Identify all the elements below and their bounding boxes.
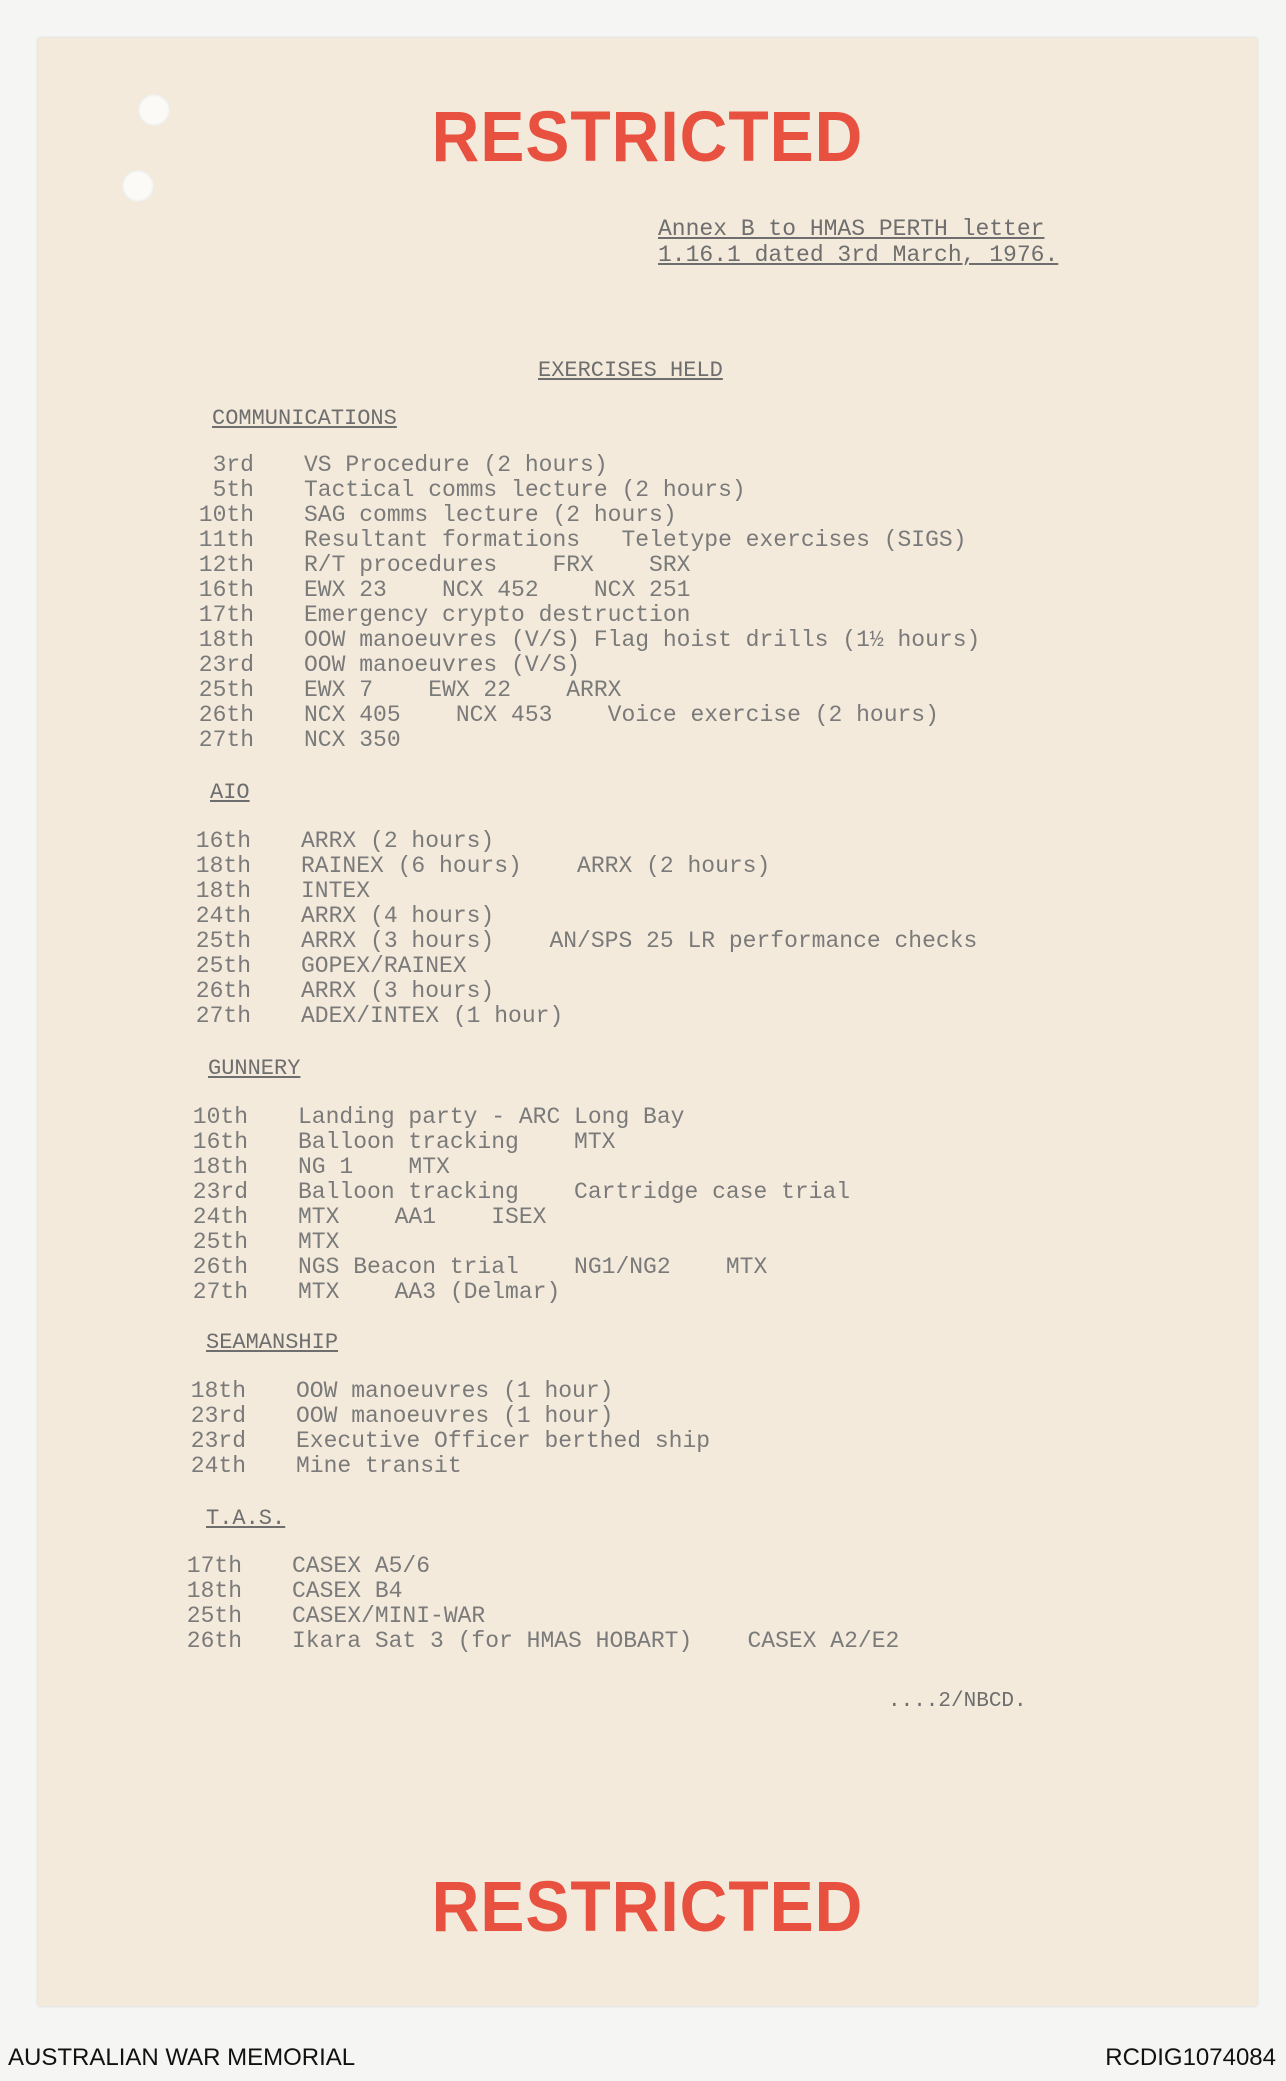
row-day: 23rd [192,1178,248,1205]
row-text: Tactical comms lecture (2 hours) [304,476,746,503]
section-seamanship [170,1378,710,1478]
section-title-seamanship: SEAMANSHIP [206,1330,339,1355]
list-item [172,1204,850,1229]
row-day: 27th [195,1002,251,1029]
list-item [170,1378,710,1403]
row-day: 24th [190,1452,246,1479]
list-item [178,527,980,552]
list-item [172,1179,850,1204]
section-gunnery [172,1104,850,1304]
row-text: MTX [298,1228,340,1255]
row-text: VS Procedure (2 hours) [304,451,608,478]
list-item [172,1154,850,1179]
list-item [178,627,980,652]
row-text: NCX 405 NCX 453 Voice exercise (2 hours) [304,701,939,728]
row-text: EWX 23 NCX 452 NCX 251 [304,576,691,603]
row-day: 18th [192,1153,248,1180]
row-text: MTX AA3 (Delmar) [298,1278,561,1305]
list-item [166,1628,899,1653]
list-item [172,1229,850,1254]
list-item [178,727,980,752]
annex-line-1: Annex B to HMAS PERTH letter [658,216,1045,242]
row-day: 17th [186,1552,242,1579]
list-item [178,602,980,627]
row-text: CASEX B4 [292,1577,403,1604]
row-day: 27th [192,1278,248,1305]
row-day: 25th [186,1602,242,1629]
row-text: CASEX A5/6 [292,1552,431,1579]
row-day: 12th [198,551,254,578]
row-text: ADEX/INTEX (1 hour) [301,1002,564,1029]
archive-credit: AUSTRALIAN WAR MEMORIAL [8,2044,356,2071]
row-text: ARRX (3 hours) [301,977,495,1004]
row-day: 27th [198,726,254,753]
row-text: NG 1 MTX [298,1153,450,1180]
list-item [166,1553,899,1578]
list-item [178,477,980,502]
row-text: RAINEX (6 hours) ARRX (2 hours) [301,852,771,879]
row-text: R/T procedures FRX SRX [304,551,691,578]
row-text: Ikara Sat 3 (for HMAS HOBART) CASEX A2/E2 [292,1627,900,1654]
row-text: Mine transit [296,1452,462,1479]
row-text: EWX 7 EWX 22 ARRX [304,676,622,703]
row-day: 25th [195,952,251,979]
list-item [175,953,977,978]
list-item [172,1104,850,1129]
continuation-reference: ....2/NBCD. [888,1690,1027,1713]
list-item [178,677,980,702]
row-text: NCX 350 [304,726,401,753]
row-day: 16th [198,576,254,603]
row-day: 18th [195,852,251,879]
page-title: EXERCISES HELD [538,358,723,383]
row-text: SAG comms lecture (2 hours) [304,501,677,528]
list-item [178,702,980,727]
list-item [175,978,977,1003]
row-text: Emergency crypto destruction [304,601,691,628]
section-tas [166,1553,899,1653]
row-day: 16th [192,1128,248,1155]
row-text: OOW manoeuvres (V/S) [304,651,581,678]
document-page [38,38,1257,2006]
row-day: 18th [198,626,254,653]
row-day: 18th [190,1377,246,1404]
restricted-stamp-top: RESTRICTED [431,96,864,176]
row-text: OOW manoeuvres (1 hour) [296,1377,614,1404]
row-day: 26th [195,977,251,1004]
row-day: 18th [195,877,251,904]
list-item [170,1403,710,1428]
row-day: 26th [192,1253,248,1280]
list-item [170,1428,710,1453]
row-day: 26th [198,701,254,728]
row-text: INTEX [301,877,371,904]
row-day: 25th [195,927,251,954]
row-day: 26th [186,1627,242,1654]
section-title-aio: AIO [210,780,250,805]
list-item [172,1129,850,1154]
row-day: 3rd [212,451,254,478]
list-item [166,1578,899,1603]
list-item [178,652,980,677]
row-day: 24th [195,902,251,929]
row-day: 16th [195,827,251,854]
list-item [172,1279,850,1304]
row-text: CASEX/MINI-WAR [292,1602,486,1629]
row-text: OOW manoeuvres (V/S) Flag hoist drills (1½ hours) [304,626,981,653]
section-title-communications: COMMUNICATIONS [212,406,397,431]
row-day: 23rd [190,1402,246,1429]
row-text: GOPEX/RAINEX [301,952,467,979]
row-day: 17th [198,601,254,628]
row-text: Balloon tracking Cartridge case trial [298,1178,851,1205]
annex-line-2: 1.16.1 dated 3rd March, 1976. [658,242,1059,268]
row-text: Landing party - ARC Long Bay [298,1103,685,1130]
list-item [175,853,977,878]
row-text: Executive Officer berthed ship [296,1427,711,1454]
list-item [166,1603,899,1628]
row-text: Balloon tracking MTX [298,1128,616,1155]
annex-reference [658,216,1058,268]
list-item [178,452,980,477]
list-item [178,502,980,527]
list-item [175,828,977,853]
row-day: 11th [198,526,254,553]
list-item [175,903,977,928]
list-item [178,552,980,577]
archive-id: RCDIG1074084 [1105,2044,1276,2071]
list-item [178,577,980,602]
row-day: 10th [198,501,254,528]
row-day: 23rd [198,651,254,678]
row-day: 23rd [190,1427,246,1454]
row-text: OOW manoeuvres (1 hour) [296,1402,614,1429]
row-day: 10th [192,1103,248,1130]
row-text: Resultant formations Teletype exercises (SIGS) [304,526,967,553]
section-aio [175,828,977,1028]
restricted-stamp-bottom: RESTRICTED [431,1866,864,1946]
section-communications [178,452,980,752]
list-item [170,1453,710,1478]
row-text: ARRX (4 hours) [301,902,495,929]
row-text: ARRX (2 hours) [301,827,495,854]
row-day: 24th [192,1203,248,1230]
section-title-tas: T.A.S. [206,1506,286,1531]
row-text: NGS Beacon trial NG1/NG2 MTX [298,1253,768,1280]
list-item [175,928,977,953]
row-text: ARRX (3 hours) AN/SPS 25 LR performance checks [301,927,978,954]
row-text: MTX AA1 ISEX [298,1203,547,1230]
list-item [175,878,977,903]
row-day: 25th [198,676,254,703]
list-item [172,1254,850,1279]
row-day: 18th [186,1577,242,1604]
list-item [175,1003,977,1028]
row-day: 5th [212,476,254,503]
row-day: 25th [192,1228,248,1255]
section-title-gunnery: GUNNERY [208,1056,301,1081]
